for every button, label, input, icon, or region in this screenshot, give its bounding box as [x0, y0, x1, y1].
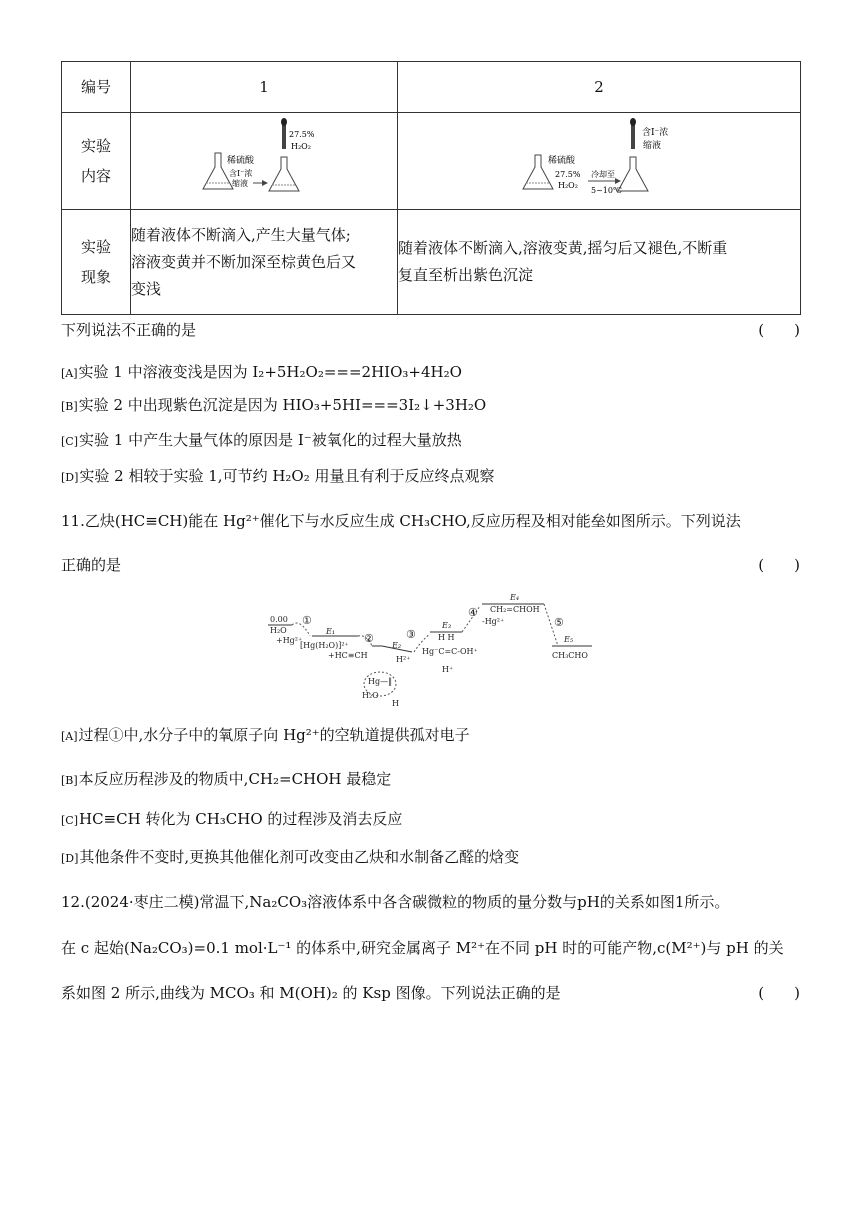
- svg-text:缩液: 缩液: [232, 179, 248, 188]
- q11-option-b[interactable]: [B]本反应历程涉及的物质中,CH₂=CHOH 最稳定: [61, 770, 392, 788]
- header-label: 编号: [62, 62, 131, 113]
- svg-text:E₄: E₄: [510, 593, 520, 602]
- svg-text:④: ④: [468, 606, 478, 619]
- apparatus-figure-1: [131, 113, 397, 205]
- svg-text:+Hg²⁺: +Hg²⁺: [276, 636, 303, 645]
- header-col2: 2: [398, 62, 801, 113]
- svg-text:稀硫酸: 稀硫酸: [227, 156, 255, 166]
- q12-line1: 12.(2024·枣庄二模)常温下,Na₂CO₃溶液体系中各含碳微粒的物质的量分数与pH的关系如图1所示。: [61, 893, 730, 911]
- q10-option-c[interactable]: [C]实验 1 中产生大量气体的原因是 I⁻被氧化的过程大量放热: [61, 431, 462, 449]
- content-figure-1: [131, 113, 398, 210]
- svg-text:27.5%: 27.5%: [289, 130, 315, 139]
- svg-text:H H: H H: [438, 633, 455, 642]
- svg-text:①: ①: [302, 614, 312, 627]
- svg-text:CH₂=CHOH: CH₂=CHOH: [490, 605, 540, 614]
- q10-stem: 下列说法不正确的是: [61, 321, 197, 339]
- svg-text:H₂O₂: H₂O₂: [291, 142, 311, 151]
- svg-text:E₅: E₅: [564, 635, 574, 644]
- svg-text:③: ③: [406, 628, 416, 641]
- svg-text:-Hg²⁺: -Hg²⁺: [482, 617, 505, 626]
- content-figure-2: [398, 113, 801, 210]
- phenomenon-label: 实验 现象: [62, 210, 131, 315]
- svg-text:Hg—‖: Hg—‖: [368, 677, 393, 686]
- svg-text:E₁: E₁: [326, 627, 336, 636]
- svg-text:5~10℃: 5~10℃: [591, 186, 622, 195]
- phenomenon-col1: 随着液体不断滴入,产生大量气体; 溶液变黄并不断加深至棕黄色后又 变浅: [131, 210, 398, 315]
- q11-stem-line2: 正确的是: [61, 556, 122, 574]
- svg-text:E₂: E₂: [392, 641, 402, 650]
- svg-text:27.5%: 27.5%: [555, 170, 581, 179]
- q10-option-d[interactable]: [D]实验 2 相较于实验 1,可节约 H₂O₂ 用量且有利于反应终点观察: [61, 467, 495, 485]
- svg-text:CH₃CHO: CH₃CHO: [552, 651, 588, 660]
- q11-paren: ( ): [758, 556, 800, 574]
- experiment-table: [61, 61, 801, 315]
- svg-text:0.00: 0.00: [270, 615, 288, 624]
- q10-option-a[interactable]: [A]实验 1 中溶液变浅是因为 I₂+5H₂O₂===2HIO₃+4H₂O: [61, 363, 462, 381]
- q10-option-b[interactable]: [B]实验 2 中出现紫色沉淀是因为 HIO₃+5HI===3I₂↓+3H₂O: [61, 396, 487, 414]
- svg-text:含I⁻浓: 含I⁻浓: [229, 169, 253, 178]
- q10-paren: ( ): [758, 321, 800, 339]
- q11-option-d[interactable]: [D]其他条件不变时,更换其他催化剂可改变由乙炔和水制备乙醛的焓变: [61, 848, 520, 866]
- phenomenon-col2: 随着液体不断滴入,溶液变黄,摇匀后又褪色,不断重 复直至析出紫色沉淀: [398, 210, 801, 315]
- q12-line3: 系如图 2 所示,曲线为 MCO₃ 和 M(OH)₂ 的 Ksp 图像。下列说法正确的是: [61, 984, 561, 1002]
- svg-text:冷却至: 冷却至: [591, 170, 615, 179]
- q11-option-c[interactable]: [C]HC≡CH 转化为 CH₃CHO 的过程涉及消去反应: [61, 810, 403, 828]
- svg-text:+HC≡CH: +HC≡CH: [328, 651, 368, 660]
- q12-line2: 在 c 起始(Na₂CO₃)=0.1 mol·L⁻¹ 的体系中,研究金属离子 M²⁺在不同 pH 时的可能产物,c(M²⁺)与 pH 的关: [61, 939, 784, 957]
- svg-text:⑤: ⑤: [554, 616, 564, 629]
- svg-text:H²⁺: H²⁺: [396, 655, 411, 664]
- svg-text:H₂O₂: H₂O₂: [558, 181, 578, 190]
- svg-text:Hg⁻C=C-OH⁺: Hg⁻C=C-OH⁺: [422, 647, 478, 656]
- svg-text:含I⁻浓: 含I⁻浓: [642, 128, 669, 138]
- header-col1: 1: [131, 62, 398, 113]
- q12-paren: ( ): [758, 984, 800, 1002]
- svg-text:H⁺: H⁺: [442, 665, 454, 674]
- content-label: 实验 内容: [62, 113, 131, 210]
- q11-stem-line1: 11.乙炔(HC≡CH)能在 Hg²⁺催化下与水反应生成 CH₃CHO,反应历程及相对能垒如图所示。下列说法: [61, 512, 741, 530]
- svg-text:缩液: 缩液: [643, 141, 662, 151]
- svg-text:稀硫酸: 稀硫酸: [548, 156, 576, 166]
- energy-profile-diagram: [262, 588, 602, 710]
- svg-text:H: H: [392, 699, 399, 708]
- q11-option-a[interactable]: [A]过程①中,水分子中的氧原子向 Hg²⁺的空轨道提供孤对电子: [61, 726, 470, 744]
- svg-text:H₂O: H₂O: [362, 691, 379, 700]
- svg-text:H₂O: H₂O: [270, 626, 287, 635]
- svg-text:②: ②: [364, 632, 374, 645]
- apparatus-figure-2: [398, 113, 800, 205]
- svg-text:[Hg(H₂O)]²⁺: [Hg(H₂O)]²⁺: [300, 641, 349, 650]
- svg-text:E₃: E₃: [442, 621, 452, 630]
